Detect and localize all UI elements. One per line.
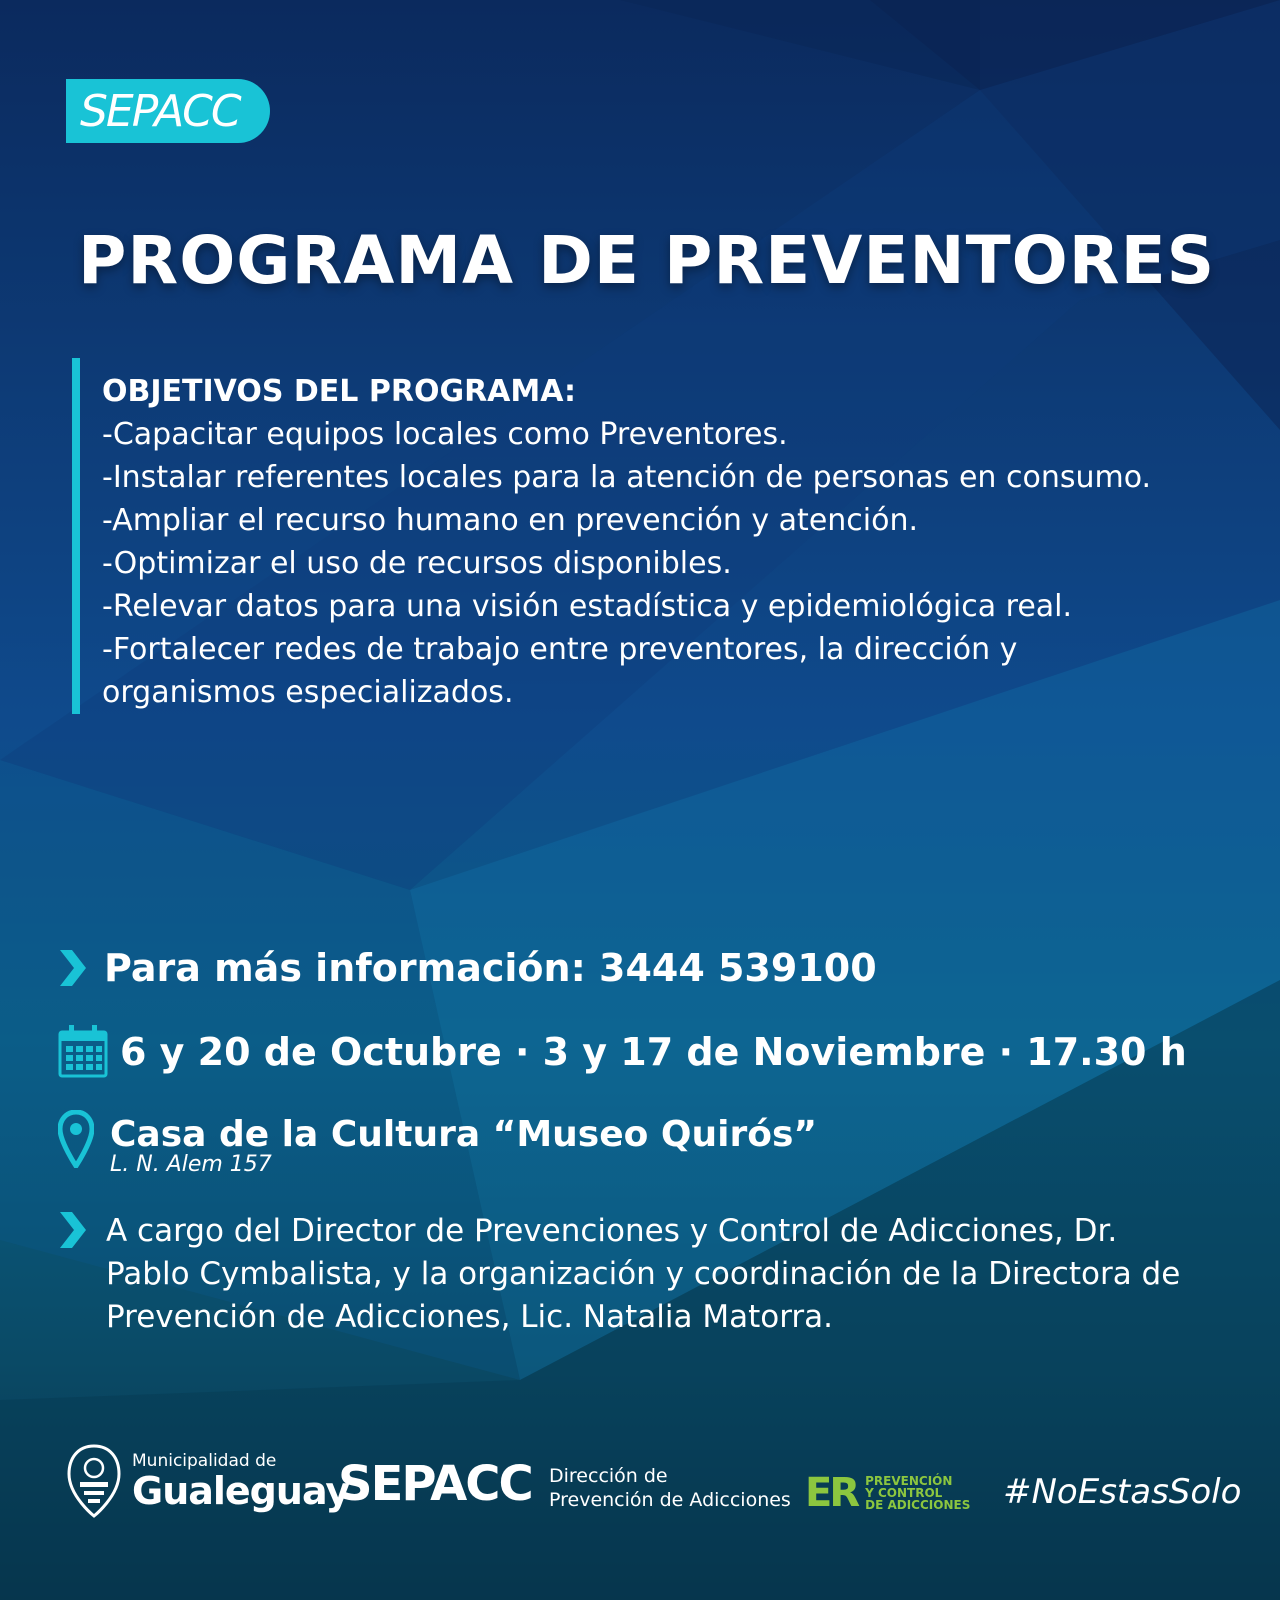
- sepacc-logo: SEPACC: [338, 1456, 532, 1512]
- direction-line: Dirección de: [549, 1465, 668, 1487]
- direction-line: Prevención de Adicciones: [549, 1489, 791, 1511]
- cargo-row: [58, 1210, 1186, 1339]
- place-row: [58, 1114, 817, 1176]
- footer-logos: [0, 1430, 1280, 1540]
- objective-item: -Ampliar el recurso humano en prevención y atención.: [102, 503, 919, 538]
- page-title: PROGRAMA DE PREVENTORES: [78, 222, 1216, 299]
- er-line: DE ADICCIONES: [865, 1498, 971, 1512]
- direction-logo: [549, 1464, 791, 1512]
- objective-item: -Relevar datos para una visión estadística y epidemiológica real.: [102, 589, 1073, 624]
- hashtag: #NoEstasSolo: [1003, 1472, 1242, 1512]
- er-line: PREVENCIÓN: [865, 1474, 953, 1488]
- chevron-right-icon: [58, 948, 88, 988]
- calendar-icon: [58, 1024, 108, 1078]
- place-address: L. N. Alem 157: [110, 1152, 272, 1177]
- objective-item: organismos especializados.: [102, 675, 514, 710]
- place-name: Casa de la Cultura “Museo Quirós”: [110, 1114, 818, 1155]
- location-pin-icon: [58, 1110, 94, 1168]
- badge-label: SEPACC: [80, 85, 240, 137]
- municipality-logo: [66, 1444, 349, 1518]
- objective-item: -Optimizar el uso de recursos disponibles.: [102, 546, 732, 581]
- info-row: [58, 944, 877, 992]
- accent-bar: [72, 358, 80, 714]
- chevron-right-icon: [58, 1210, 88, 1250]
- objectives-heading: OBJETIVOS DEL PROGRAMA:: [102, 374, 577, 409]
- er-mark: ER: [805, 1470, 858, 1516]
- er-logo: [805, 1470, 970, 1516]
- cargo-text: A cargo del Director de Prevenciones y Control de Adicciones, Dr. Pablo Cymbalista, y la organización y coordinación de la Directora de Prevención de Adicciones, Lic. Natalia Matorra.: [106, 1213, 1181, 1335]
- sepacc-badge: [66, 79, 270, 143]
- objective-item: -Instalar referentes locales para la atención de personas en consumo.: [102, 460, 1152, 495]
- objective-item: -Capacitar equipos locales como Preventores.: [102, 417, 788, 452]
- objective-item: -Fortalecer redes de trabajo entre preventores, la dirección y: [102, 632, 1018, 667]
- date-row: [58, 1024, 1187, 1080]
- municipality-seal-icon: [66, 1444, 122, 1518]
- info-text: Para más información: 3444 539100: [104, 946, 877, 990]
- municipality-label: Municipalidad de: [132, 1451, 277, 1471]
- date-text: 6 y 20 de Octubre · 3 y 17 de Noviembre · 17.30 h: [120, 1030, 1187, 1074]
- er-line: Y CONTROL: [865, 1486, 943, 1500]
- municipality-name: Gualeguay: [132, 1469, 350, 1513]
